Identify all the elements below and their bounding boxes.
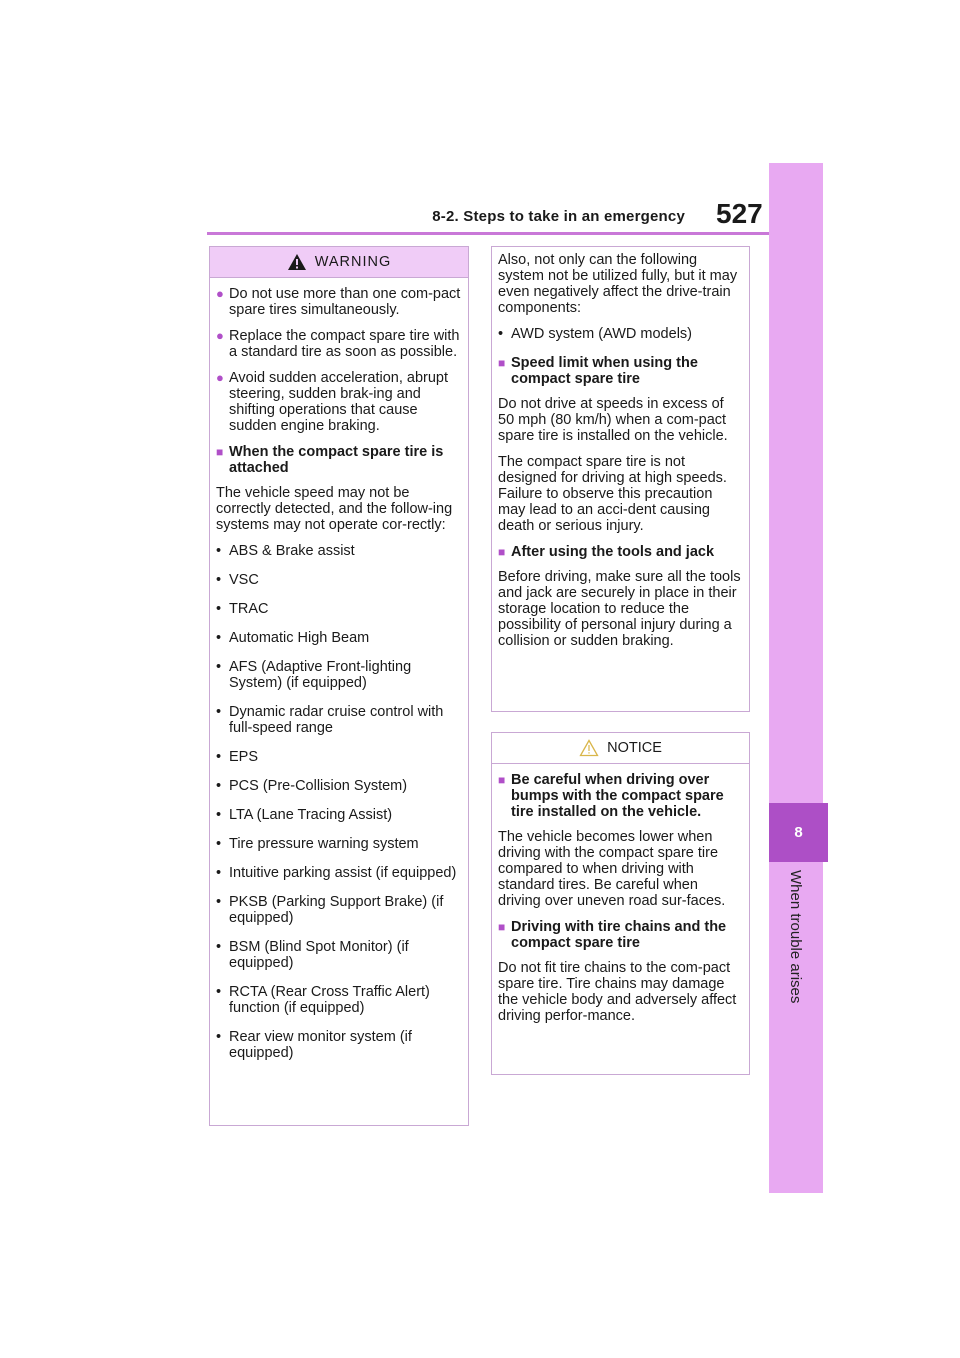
list-item: • Automatic High Beam bbox=[216, 630, 370, 646]
warning-bullet: ● Replace the compact spare tire with a standard tire as soon as possible. bbox=[216, 328, 460, 360]
paragraph: Also, not only can the following system not be utilized fully, but it may even negatively affect the drive-train components: bbox=[498, 252, 738, 316]
paragraph: Before driving, make sure all the tools and jack are securely in place in their storage location to reduce the possibility of personal injury during a collision or sudden braking. bbox=[498, 569, 741, 649]
list-item: • VSC bbox=[216, 572, 259, 588]
subheading: ■ When the compact spare tire is attached bbox=[216, 444, 444, 476]
list-item: • Rear view monitor system (if equipped) bbox=[216, 1029, 412, 1061]
warning-bullet: ● Avoid sudden acceleration, abrupt steering, sudden brak-ing and shifting operations that cause sudden engine braking. bbox=[216, 370, 448, 434]
paragraph: Do not fit tire chains to the com-pact spare tire. Tire chains may damage the vehicle body and adversely affect driving perfor-mance. bbox=[498, 960, 737, 1024]
warning-title: WARNING bbox=[314, 254, 392, 270]
notice-box bbox=[491, 732, 750, 1075]
list-item: • AFS (Adaptive Front-lighting System) (if equipped) bbox=[216, 659, 412, 691]
warning-box-continued bbox=[491, 246, 750, 712]
square-bullet-icon: ■ bbox=[498, 356, 506, 370]
warning-box bbox=[209, 246, 469, 1126]
subheading: ■ Driving with tire chains and the compact spare tire bbox=[498, 919, 727, 951]
warning-body bbox=[210, 278, 468, 1080]
notice-body bbox=[492, 764, 749, 1040]
list-item: • EPS bbox=[216, 749, 259, 765]
list-item: • ABS & Brake assist bbox=[216, 543, 355, 559]
list-item: • Dynamic radar cruise control with full-speed range bbox=[216, 704, 444, 736]
bullet-dot-icon: ● bbox=[216, 328, 224, 343]
chapter-side-tab bbox=[769, 163, 823, 1193]
page-number: 527 bbox=[716, 198, 763, 229]
paragraph: The vehicle speed may not be correctly detected, and the follow-ing systems may not operate cor-rectly: bbox=[216, 485, 453, 533]
chapter-label: When trouble arises bbox=[787, 870, 804, 1004]
square-bullet-icon: ■ bbox=[498, 545, 506, 559]
notice-title: NOTICE bbox=[607, 740, 662, 756]
list-item: • RCTA (Rear Cross Traffic Alert) function (if equipped) bbox=[216, 984, 430, 1016]
warning-header bbox=[210, 247, 468, 278]
list-item: • TRAC bbox=[216, 601, 269, 617]
header-rule bbox=[207, 232, 769, 235]
section-title: 8-2. Steps to take in an emergency bbox=[432, 208, 685, 225]
warning-continued-body bbox=[492, 247, 749, 665]
subheading: ■ After using the tools and jack bbox=[498, 544, 715, 560]
square-bullet-icon: ■ bbox=[498, 773, 506, 787]
warning-triangle-icon bbox=[287, 253, 307, 271]
list-item: • PCS (Pre-Collision System) bbox=[216, 778, 408, 794]
list-item: • PKSB (Parking Support Brake) (if equipped) bbox=[216, 894, 444, 926]
paragraph: The vehicle becomes lower when driving with the compact spare tire compared to when driving with standard tires. Be careful when driving over uneven road sur-faces. bbox=[498, 829, 726, 909]
list-item: • Tire pressure warning system bbox=[216, 836, 419, 852]
notice-header bbox=[492, 733, 749, 764]
list-item: • Intuitive parking assist (if equipped) bbox=[216, 865, 457, 881]
list-item: • AWD system (AWD models) bbox=[498, 326, 692, 342]
bullet-dot-icon: ● bbox=[216, 370, 224, 385]
subheading: ■ Speed limit when using the compact spare tire bbox=[498, 355, 698, 387]
square-bullet-icon: ■ bbox=[498, 920, 506, 934]
list-item: • BSM (Blind Spot Monitor) (if equipped) bbox=[216, 939, 409, 971]
bullet-dot-icon: ● bbox=[216, 286, 224, 301]
chapter-number-tab: 8 bbox=[769, 803, 828, 862]
paragraph: Do not drive at speeds in excess of 50 mph (80 km/h) when a com-pact spare tire is installed on the vehicle. bbox=[498, 396, 728, 444]
caution-triangle-icon bbox=[579, 739, 599, 757]
paragraph: The compact spare tire is not designed for driving at high speeds. Failure to observe this precaution may lead to an acci-dent causing death or serious injury. bbox=[498, 454, 727, 534]
systems-list bbox=[216, 543, 462, 1061]
square-bullet-icon: ■ bbox=[216, 445, 224, 459]
subheading: ■ Be careful when driving over bumps with the compact spare tire installed on the vehicle. bbox=[498, 772, 724, 820]
warning-bullet: ● Do not use more than one com-pact spare tires simultaneously. bbox=[216, 286, 461, 318]
list-item: • LTA (Lane Tracing Assist) bbox=[216, 807, 393, 823]
